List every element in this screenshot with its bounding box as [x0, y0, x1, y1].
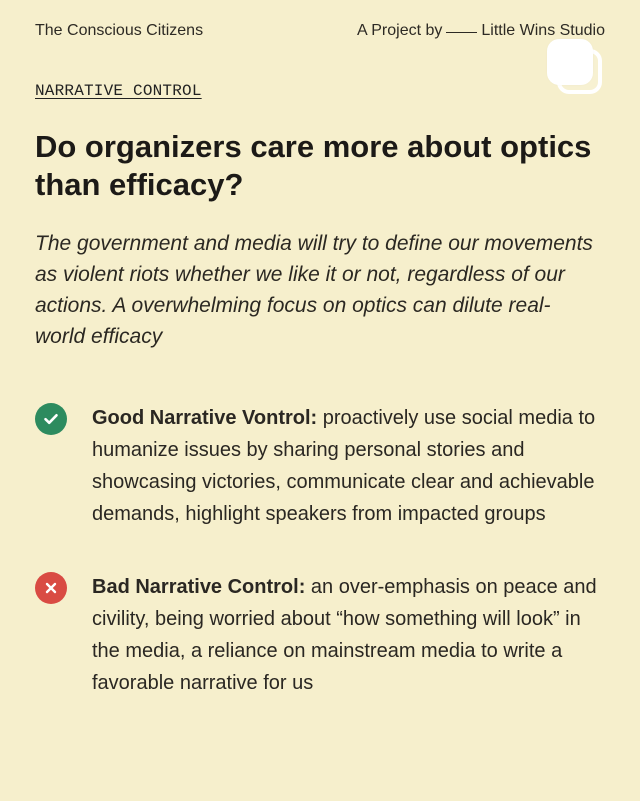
- page-header: [35, 18, 605, 46]
- bad-narrative-text: [92, 571, 597, 699]
- project-credit: [357, 22, 605, 40]
- copy-icon[interactable]: [547, 39, 603, 95]
- bad-narrative-label: Bad Narrative Control:: [92, 576, 306, 598]
- intro-paragraph: The government and media will try to define our movements as violent riots whether we like it or not, regardless of our actions. A overwhelming focus on optics can dilute real-world efficacy: [35, 232, 593, 348]
- section-tag: NARRATIVE CONTROL: [35, 82, 202, 100]
- credit-dash: [446, 32, 477, 33]
- credit-prefix: A Project by: [357, 22, 443, 39]
- studio-name: Little Wins Studio: [481, 22, 605, 39]
- good-narrative-body: proactively use social media to humanize issues by sharing personal stories and showcasing victories, communicate clear and achievable demands, highlight speakers from impacted groups: [92, 407, 596, 525]
- brand-name: The Conscious Citizens: [35, 22, 204, 39]
- page-title: Do organizers care more about optics than efficacy?: [35, 129, 592, 202]
- x-icon: [35, 572, 67, 604]
- bad-narrative-body: an over-emphasis on peace and civility, being worried about “how something will look” in the media, a reliance on mainstream media to write a favorable narrative for us: [92, 576, 597, 694]
- copy-icon-front: [547, 39, 593, 85]
- good-narrative-text: [92, 402, 597, 530]
- check-icon: [35, 403, 67, 435]
- good-narrative-label: Good Narrative Vontrol:: [92, 407, 318, 429]
